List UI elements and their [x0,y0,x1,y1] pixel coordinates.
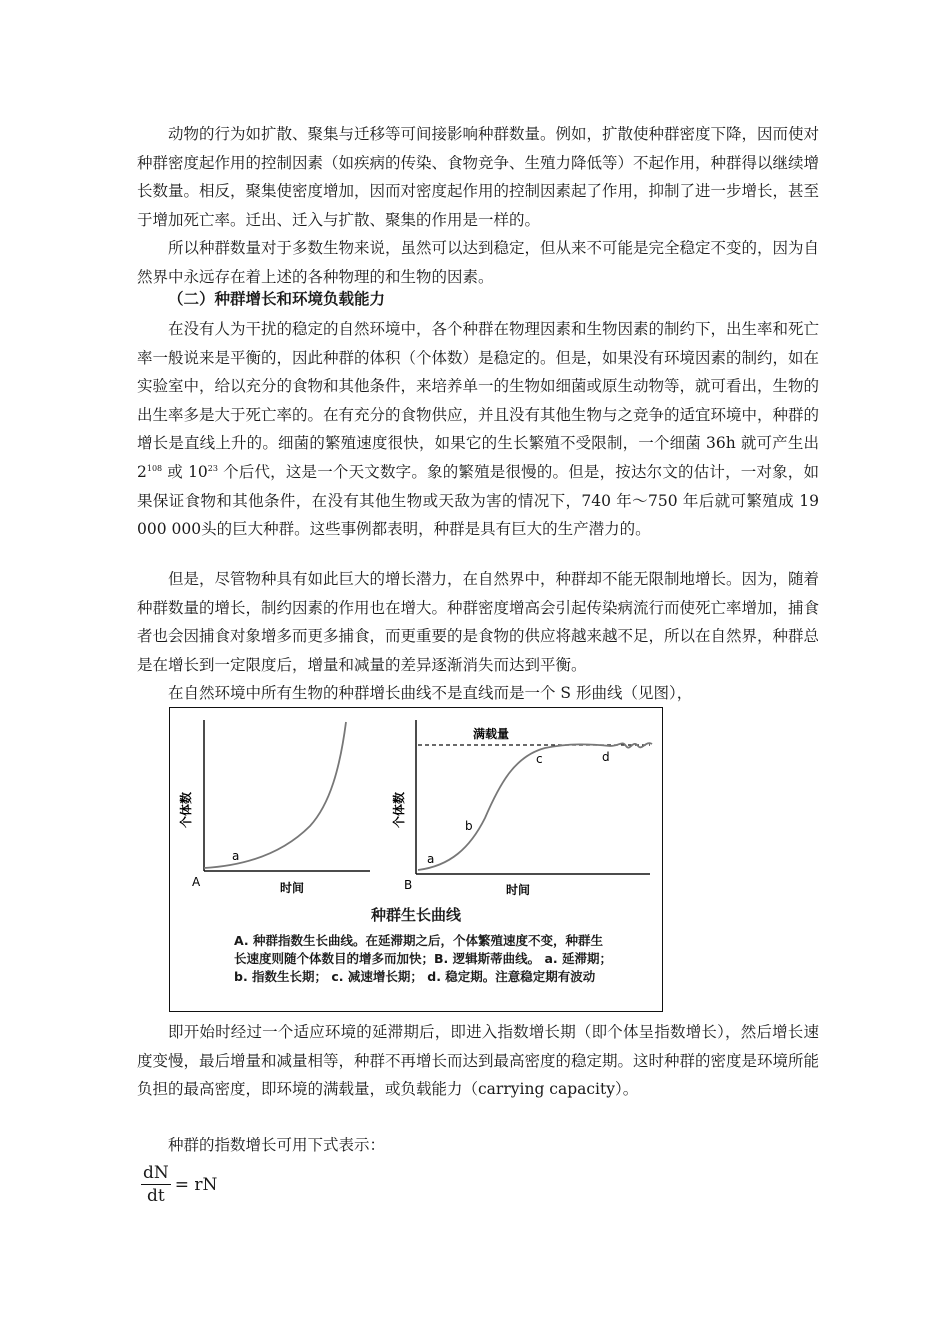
point-a-label-panel-b: a [427,852,435,866]
formula-numerator: dN [143,1163,169,1183]
paragraph-text: 所以种群数量对于多数生物来说，虽然可以达到稳定，但从来不可能是完全稳定不变的，因为自然界中永远存在着上述的各种物理的和生物的因素。 [137,239,820,286]
panel-a-label: A [192,875,201,889]
paragraph-s-curve-explanation [137,1018,819,1104]
paragraph-stability [137,234,819,291]
paragraph-s-curve-intro [137,679,819,708]
point-b-label: b [465,819,473,833]
panel-b-label: B [404,878,413,892]
exponential-curve [204,722,346,868]
paragraph-formula-intro [137,1131,819,1160]
figure-caption: A. 种群指数生长曲线。在延滞期之后，个体繁殖速度不变，种群生长速度则随个体数目的增多而加快；B. 逻辑斯蒂曲线。 a. 延滞期； b. 指数生长期； c. 减速增长期； d. 稳定期。注意稳定期有波动 [234,933,613,984]
paragraph-text: 在自然环境中所有生物的种群增长曲线不是直线而是一个 S 形曲线（见图）， [168,684,693,702]
paragraph-growth-potential [137,315,819,544]
panel-b-y-label: 个体数 [392,791,406,828]
paragraph-text: 个后代，这是一个天文数字。象的繁殖是很慢的。但是，按达尔文的估计，一对象，如果保证食物和其他条件，在没有其他生物或天敌为害的情况下，740 年～750 年后就可繁殖成 19 000 000头的巨大种群。这些事例都表明，种群是具有巨大的生产潜力的。 [137,462,819,539]
logistic-curve [418,743,652,870]
paragraph-animal-behavior [137,120,819,234]
point-d-label: d [602,750,610,764]
point-a-label-panel-a: a [232,849,240,863]
superscript-108: 108 [146,463,163,473]
figure-title: 种群生长曲线 [370,906,461,924]
paragraph-text: 种群的指数增长可用下式表示： [168,1136,386,1154]
point-c-label: c [536,752,543,766]
paragraph-text: 在没有人为干扰的稳定的自然环境中，各个种群在物理因素和生物因素的制约下，出生率和死亡率一般说来是平衡的，因此种群的体积（个体数）是稳定的。但是，如果没有环境因素的制约，如在实验室中，给以充分的食物和其他条件，来培养单一的生物如细菌或原生动物等，就可看出，生物的出生率多是大于死亡率的。在有充分的食物供应，并且没有其他生物与之竞争的适宜环境中，种群的增长是直线上升的。细菌的繁殖速度很快，如果它的生长繁殖不受限制，一个细菌 36h 就可产生出 2 [137,320,820,481]
superscript-23: 23 [207,463,218,473]
formula-denominator: dt [147,1186,165,1206]
panel-a-x-label: 时间 [280,881,305,895]
paragraph-text: 即开始时经过一个适应环境的延滞期后，即进入指数增长期（即个体呈指数增长），然后增长速度变慢，最后增量和减量相等，种群不再增长而达到最高密度的稳定期。这时种群的密度是环境所能负担的最高密度，即环境的满载量，或负载能力（carrying capacity）。 [137,1023,820,1099]
formula-rhs: = rN [174,1174,218,1195]
panel-b-x-label: 时间 [506,883,531,897]
paragraph-text: 但是，尽管物种具有如此巨大的增长潜力，在自然界中，种群却不能无限制地增长。因为，随着种群数量的增长，制约因素的作用也在增大。种群密度增高会引起传染病流行而使死亡率增加，捕食者也会因捕食对象增多而更多捕食，而更重要的是食物的供应将越来越不足，所以在自然界，种群总是在增长到一定限度后，增量和减量的差异逐渐消失而达到平衡。 [137,570,820,674]
panel-a-y-label: 个体数 [179,791,193,828]
growth-curve-figure [169,707,663,1012]
section-heading: （二）种群增长和环境负载能力 [168,290,386,308]
exponential-growth-formula [141,1162,217,1207]
paragraph-text: 或 10 [162,462,208,481]
paragraph-text: 动物的行为如扩散、聚集与迁移等可间接影响种群数量。例如，扩散使种群密度下降，因而使对种群密度起作用的控制因素（如疾病的传染、食物竞争、生殖力降低等）不起作用，种群得以继续增长数量。相反，聚集使密度增加，因而对密度起作用的控制因素起了作用，抑制了进一步增长，甚至于增加死亡率。迁出、迁入与扩散、聚集的作用是一样的。 [137,125,820,229]
paragraph-limiting-factors [137,565,819,679]
derivative-fraction [141,1162,171,1207]
carrying-capacity-label: 满载量 [473,727,510,741]
